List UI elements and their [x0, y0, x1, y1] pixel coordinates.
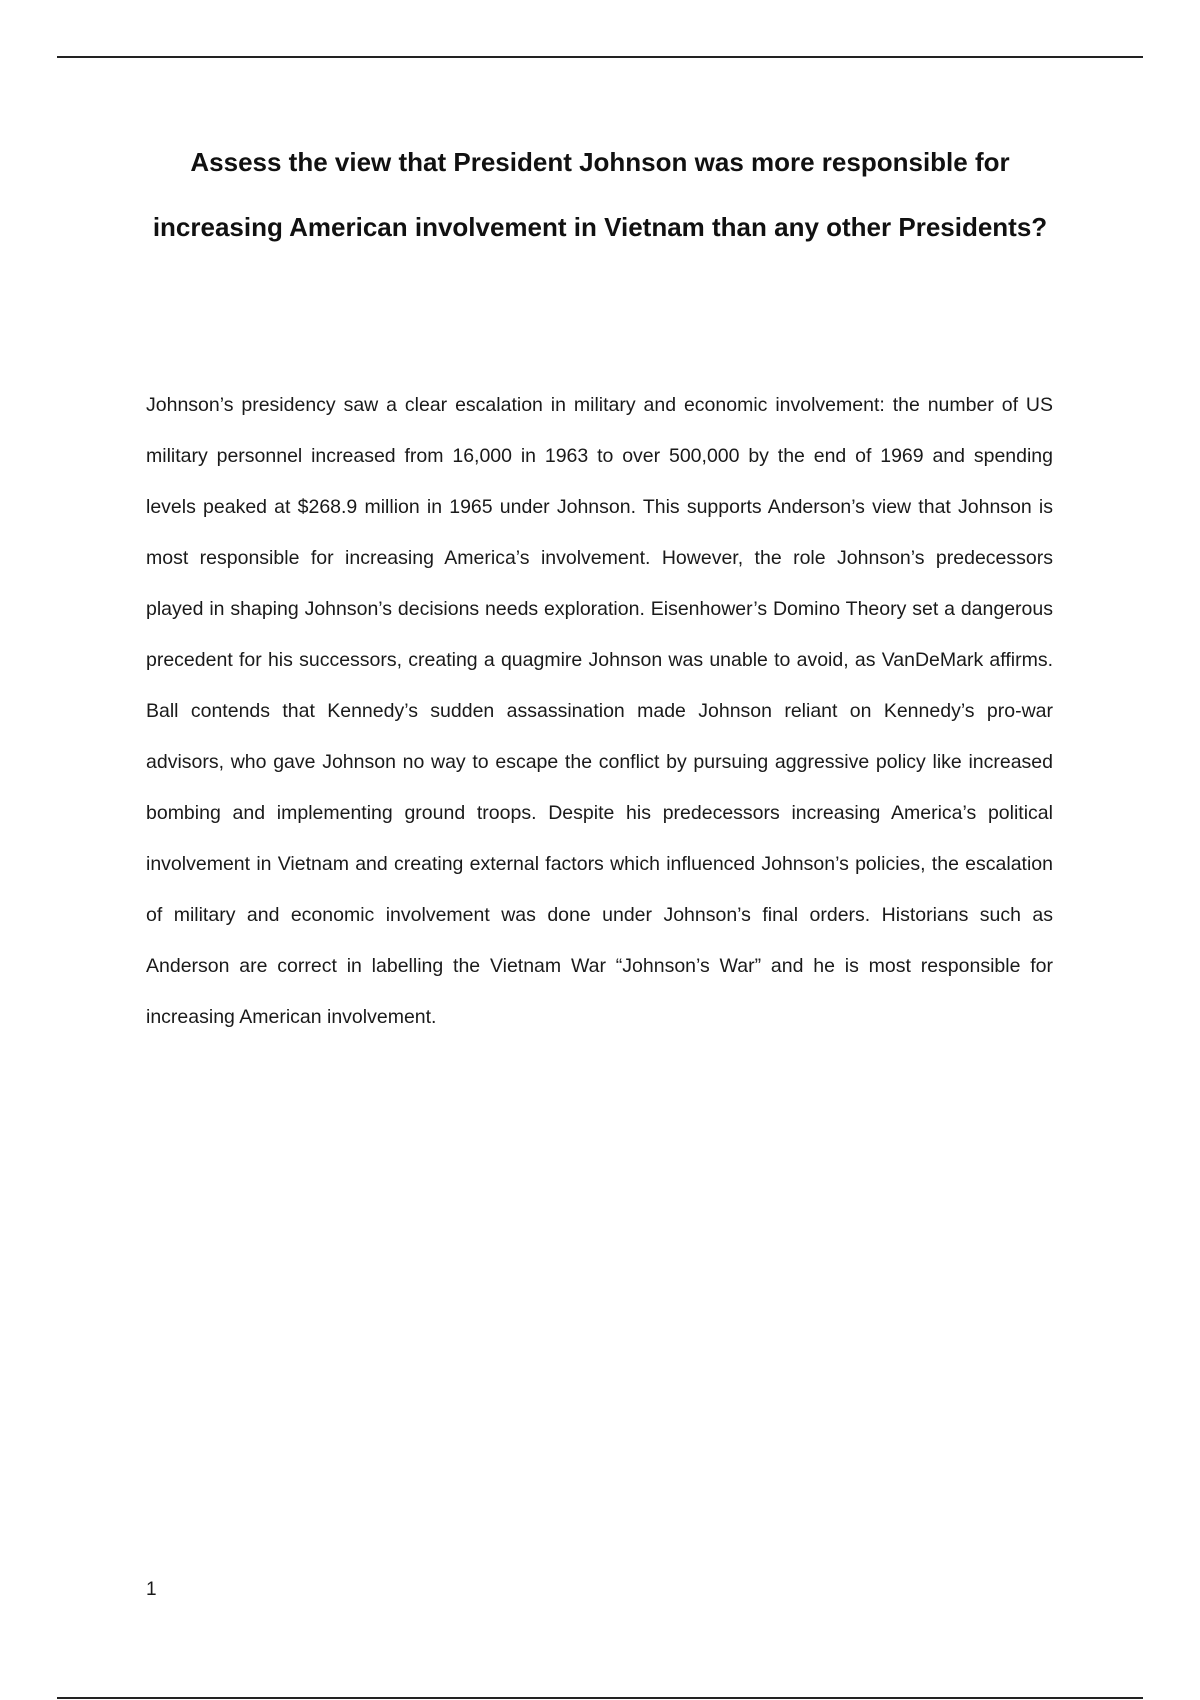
page-number: 1: [146, 1579, 157, 1600]
footer-rule: [57, 1697, 1143, 1699]
document-title: Assess the view that President Johnson was more responsible for increasing American involvement in Vietnam than any other Presidents?: [152, 147, 1048, 242]
body-paragraph: Johnson’s presidency saw a clear escalation in military and economic involvement: the number of US military personnel increased from 16,000 in 1963 to over 500,000 by the end of 1969 and spending levels peaked at $268.9 million in 1965 under Johnson. This supports Anderson’s view that Johnson is most responsible for increasing America’s involvement. However, the role Johnson’s predecessors played in shaping Johnson’s decisions needs exploration. Eisenhower’s Domino Theory set a dangerous precedent for his successors, creating a quagmire Johnson was unable to avoid, as VanDeMark affirms. Ball contends that Kennedy’s sudden assassination made Johnson reliant on Kennedy’s pro-war advisors, who gave Johnson no way to escape the conflict by pursuing aggressive policy like increased bombing and implementing ground troops. Despite his predecessors increasing America’s political involvement in Vietnam and creating external factors which influenced Johnson’s policies, the escalation of military and economic involvement was done under Johnson’s final orders. Historians such as Anderson are correct in labelling the Vietnam War “Johnson’s War” and he is most responsible for increasing American involvement.: [146, 394, 1053, 1028]
header-rule: [57, 56, 1143, 58]
